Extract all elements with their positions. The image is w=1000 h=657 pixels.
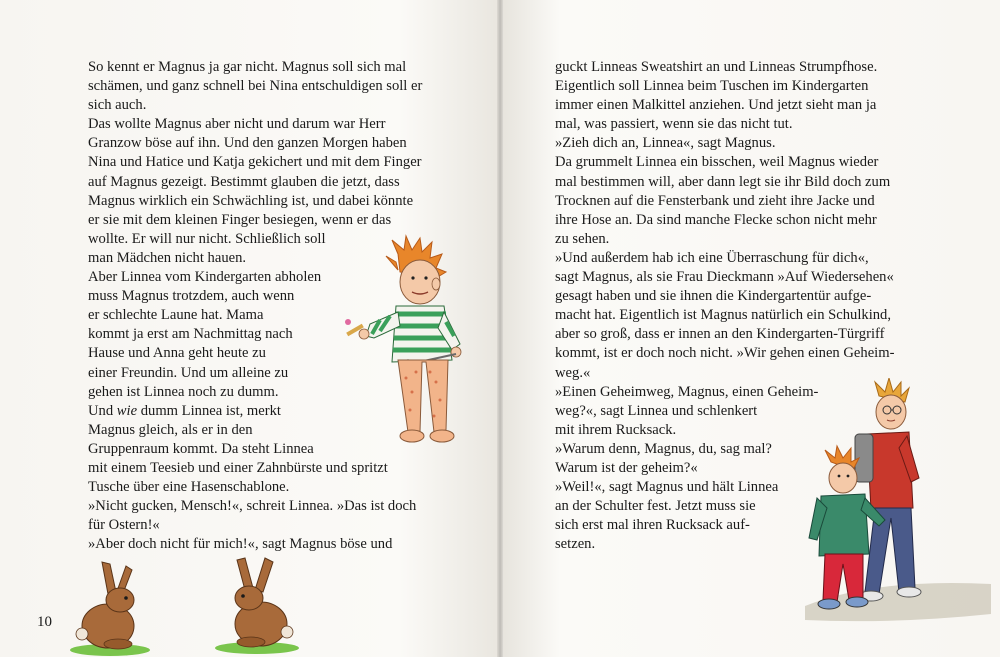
boy-striped-sweater-icon bbox=[340, 232, 470, 452]
text-line: einer Freundin. Und um alleine zu bbox=[88, 364, 289, 381]
text-line: mit einem Teesieb und einer Zahnbürste und spritzt bbox=[88, 459, 388, 476]
text-line: setzen. bbox=[555, 536, 596, 553]
text-line: auf Magnus gezeigt. Bestimmt glauben die jetzt, dass bbox=[88, 173, 400, 190]
text-line: Tusche über eine Hasenschablone. bbox=[88, 479, 290, 496]
text-line: an der Schulter fest. Jetzt muss sie bbox=[555, 498, 756, 515]
book-gutter bbox=[497, 0, 503, 657]
text-line: Granzow böse auf ihn. Und den ganzen Morgen haben bbox=[88, 135, 407, 152]
text-line: »Einen Geheimweg, Magnus, einen Geheim- bbox=[555, 383, 819, 400]
text-line: zu sehen. bbox=[555, 230, 610, 247]
text-line: gesagt haben und sie ihnen die Kindergartentür aufge- bbox=[555, 288, 872, 305]
text-line: »Und außerdem hab ich eine Überraschung für dich«, bbox=[555, 249, 869, 266]
text-line: »Aber doch nicht für mich!«, sagt Magnus böse und bbox=[88, 536, 393, 553]
text-line: ihre Hose an. Da sind manche Flecke schon nicht mehr bbox=[555, 211, 877, 228]
text-line: man Mädchen nicht hauen. bbox=[88, 249, 247, 266]
text-line: weg?«, sagt Linnea und schlenkert bbox=[555, 402, 758, 419]
text-line: immer einen Malkittel anziehen. Und jetzt sieht man ja bbox=[555, 97, 877, 114]
text-line: schämen, und ganz schnell bei Nina entschuldigen soll er bbox=[88, 78, 423, 95]
text-line: »Zieh dich an, Linnea«, sagt Magnus. bbox=[555, 135, 776, 152]
text-line: sagt Magnus, als sie Frau Dieckmann »Auf Wiedersehen« bbox=[555, 269, 894, 286]
text-line: für Ostern!« bbox=[88, 517, 160, 534]
text-line: Und wie dumm Linnea ist, merkt bbox=[88, 402, 281, 419]
text-line: Da grummelt Linnea ein bisschen, weil Magnus wieder bbox=[555, 154, 879, 171]
text-line: guckt Linneas Sweatshirt an und Linneas Strumpfhose. bbox=[555, 59, 878, 75]
text-line: muss Magnus trotzdem, auch wenn bbox=[88, 288, 295, 305]
text-line: kommt ja erst am Nachmittag nach bbox=[88, 326, 293, 343]
text-line: Magnus gleich, als er in den bbox=[88, 421, 253, 438]
text-line: Gruppenraum kommt. Da steht Linnea bbox=[88, 440, 314, 457]
text-line: Magnus wirklich ein Schwächling ist, und dabei könnte bbox=[88, 192, 414, 209]
text-line: weg.« bbox=[555, 364, 591, 381]
text-line: »Nicht gucken, Mensch!«, schreit Linnea. »Das ist doch bbox=[88, 498, 417, 515]
text-line: sich erst mal ihren Rucksack auf- bbox=[555, 517, 750, 534]
text-line: Aber Linnea vom Kindergarten abholen bbox=[88, 269, 322, 286]
text-line: gehen ist Linnea noch zu dumm. bbox=[88, 383, 279, 400]
text-line: wollte. Er will nur nicht. Schließlich soll bbox=[88, 230, 326, 247]
text-line: Hause und Anna geht heute zu bbox=[88, 345, 266, 362]
easter-rabbit-icon bbox=[62, 560, 157, 657]
text-line: Trocknen auf die Fensterbank und zieht ihre Jacke und bbox=[555, 192, 875, 209]
text-line: mal, was passiert, wenn sie das nicht tut. bbox=[555, 116, 793, 133]
text-line: aber so groß, dass er innen an den Kindergarten-Türgriff bbox=[555, 326, 885, 343]
text-line: Das wollte Magnus aber nicht und darum war Herr bbox=[88, 116, 386, 133]
text-line: »Warum denn, Magnus, du, sag mal? bbox=[555, 440, 772, 457]
text-line: Nina und Hatice und Katja gekichert und mit dem Finger bbox=[88, 154, 422, 171]
text-line: Warum ist der geheim?« bbox=[555, 459, 698, 476]
text-line: »Weil!«, sagt Magnus und hält Linnea bbox=[555, 479, 779, 496]
text-line: mal bestimmen will, aber dann legt sie ihr Bild doch zum bbox=[555, 173, 891, 190]
text-line: mit ihrem Rucksack. bbox=[555, 421, 677, 438]
text-line: kommt, ist er doch noch nicht. »Wir gehen einen Geheim- bbox=[555, 345, 895, 362]
text-line: er schlechte Laune hat. Mama bbox=[88, 307, 264, 324]
text-line: macht hat. Eigentlich ist Magnus natürlich ein Schulkind, bbox=[555, 307, 891, 324]
text-line: er sie mit dem kleinen Finger besiegen, wenn er das bbox=[88, 211, 392, 228]
page-number: 10 bbox=[37, 614, 52, 630]
text-line: sich auch. bbox=[88, 97, 147, 114]
easter-rabbit-icon bbox=[205, 556, 305, 656]
emphasis-word: wie bbox=[116, 402, 138, 419]
text-line: So kennt er Magnus ja gar nicht. Magnus soll sich mal bbox=[88, 59, 407, 75]
children-walking-icon bbox=[795, 378, 995, 628]
text-line: Eigentlich soll Linnea beim Tuschen im Kindergarten bbox=[555, 78, 869, 95]
